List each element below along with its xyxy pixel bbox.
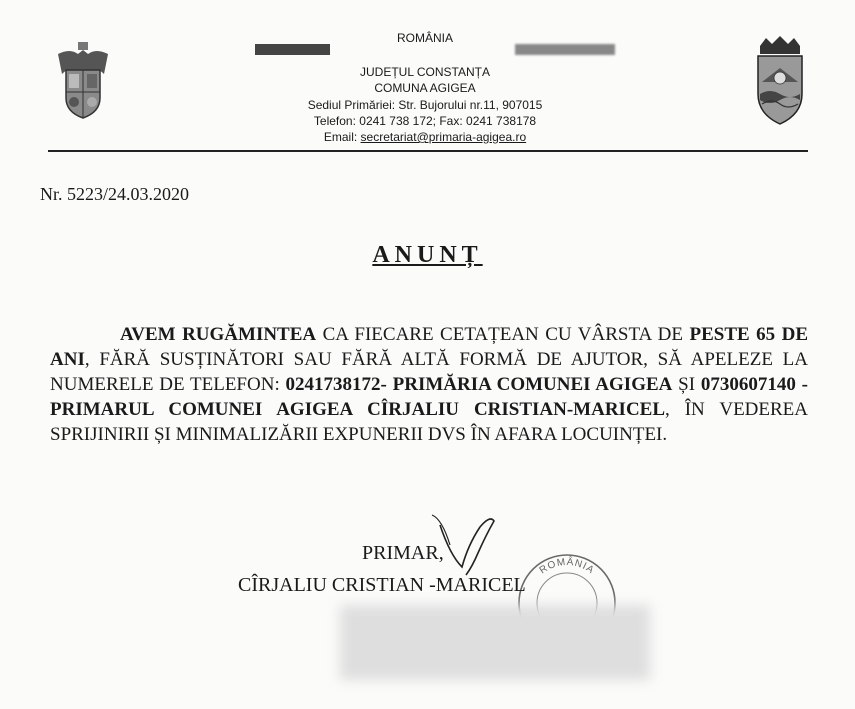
body-text-3: ȘI: [672, 374, 701, 395]
body-bold-3: 0241738172- PRIMĂRIA COMUNEI AGIGEA: [285, 374, 673, 395]
body-bold-2: PESTE 65 DE ANI: [50, 324, 808, 370]
agigea-coat-of-arms-icon: [752, 36, 808, 126]
body-bold-1: AVEM RUGĂMINTEA: [120, 324, 317, 345]
document-number: Nr. 5223/24.03.2020: [40, 184, 190, 204]
header-divider: [48, 150, 808, 152]
redacted-footer: [340, 605, 650, 680]
header-commune: COMUNA AGIGEA: [374, 81, 476, 95]
body-text-4: , ÎN VEDEREA SPRIJINIRII ȘI MINIMALIZĂRII EXPUNERII DVS ÎN AFARA LOCUINȚEI.: [50, 399, 809, 445]
stamp-text: ROMÂNIA: [537, 556, 597, 577]
body-text-2: , FĂRĂ SUSȚINĂTORI SAU FĂRĂ ALTĂ FORMĂ DE AJUTOR, SĂ APELEZE LA NUMERELE DE TELEFON:: [50, 349, 808, 395]
announcement-body: [50, 322, 808, 447]
document-title: ANUNȚ: [372, 242, 483, 268]
signer-role: PRIMAR,: [362, 542, 444, 564]
body-text-1: CA FIECARE CETAȚEAN CU VÂRSTA DE: [316, 324, 690, 345]
romania-coat-of-arms-icon: [52, 40, 114, 122]
header-address: Sediul Primăriei: Str. Bujorului nr.11, 907015: [307, 98, 543, 112]
header-county: JUDEȚUL CONSTANȚA: [359, 65, 490, 79]
header-phone: Telefon: 0241 738 172; Fax: 0241 738178: [313, 114, 537, 128]
signer-name: CÎRJALIU CRISTIAN -MARICEL: [238, 574, 526, 596]
header-email-label: Email:: [323, 130, 361, 144]
announcement-paragraph: [50, 322, 808, 447]
header-email-link[interactable]: secretariat@primaria-agigea.ro: [360, 130, 527, 144]
header-country: ROMÂNIA: [396, 31, 453, 45]
body-bold-4: 0730607140 - PRIMARUL COMUNEI AGIGEA CÎRJALIU CRISTIAN-MARICEL: [50, 374, 808, 420]
header-email-line: [220, 129, 630, 145]
